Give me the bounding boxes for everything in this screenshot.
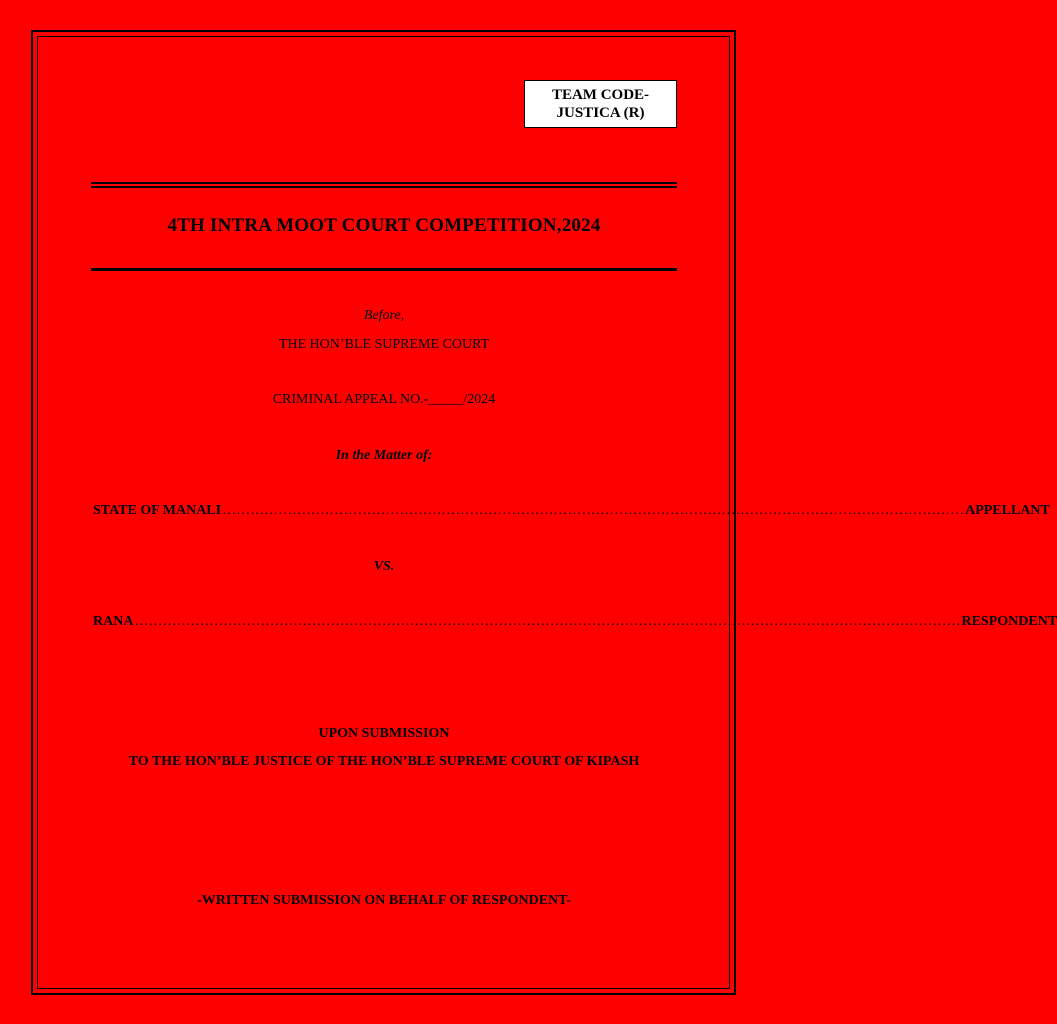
respondent-name: RANA	[93, 614, 134, 629]
respondent-leader-dots: ……………………………………………………………………………………………………………………………………………………………	[134, 614, 961, 629]
respondent-line	[93, 614, 1057, 630]
team-code-box	[524, 80, 677, 128]
in-the-matter-label: In the Matter of:	[335, 448, 433, 463]
appellant-leader-dots: ……………………………………………………………………………………………………………………………………………	[222, 503, 965, 518]
appellant-role: APPELLANT	[965, 503, 1050, 518]
upon-submission: UPON SUBMISSION	[318, 726, 450, 741]
team-code-line2: JUSTICA (R)	[556, 105, 645, 121]
title-rule-top-second	[91, 186, 677, 188]
written-submission-label: -WRITTEN SUBMISSION ON BEHALF OF RESPONDENT-	[197, 893, 571, 908]
appellant-name: STATE OF MANALI	[93, 503, 222, 518]
submission-addressee: TO THE HON’BLE JUSTICE OF THE HON’BLE SUPREME COURT OF KIPASH	[128, 754, 640, 769]
title-rule-bottom	[91, 268, 677, 271]
title-rule-top	[91, 182, 677, 184]
competition-title: 4TH INTRA MOOT COURT COMPETITION,2024	[167, 215, 601, 236]
before-label: Before,	[363, 308, 405, 323]
appeal-number: CRIMINAL APPEAL NO.-_____/2024	[272, 392, 496, 407]
versus-label: VS.	[373, 559, 395, 574]
appellant-line	[93, 503, 1050, 519]
respondent-role: RESPONDENT	[961, 614, 1057, 629]
team-code-line1: TEAM CODE-	[551, 87, 650, 103]
court-name: THE HON’BLE SUPREME COURT	[278, 337, 490, 352]
